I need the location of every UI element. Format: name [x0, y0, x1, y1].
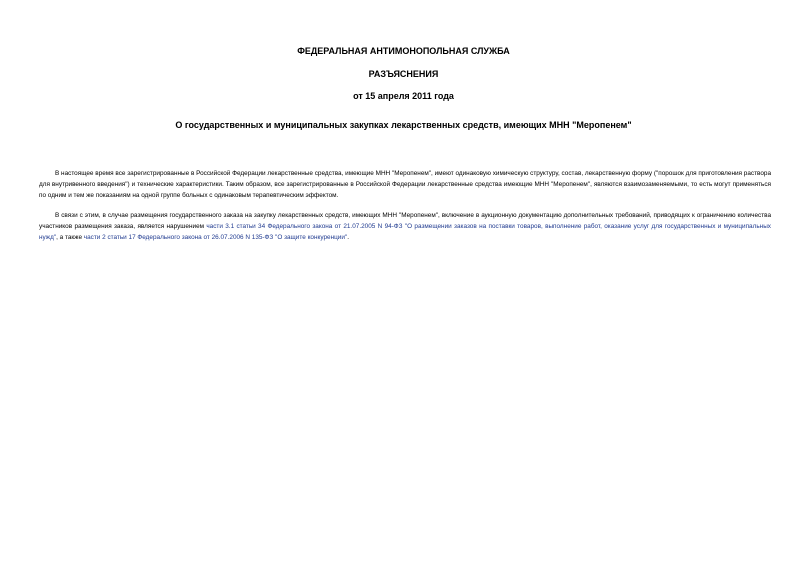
paragraph-2: [39, 211, 771, 244]
paragraph-2-text-1: В связи с этим, в случае размещения государственного заказа на закупку лекарственных средств, имеющих МНН "Меропенем", включение в аукционную документацию дополнительных требований, приводящих к ограничению количества участников размещения заказа, является нарушением: [39, 212, 771, 230]
paragraph-2-text-3: .: [347, 233, 349, 241]
paragraph-1-text: В настоящее время все зарегистрированные в Российской Федерации лекарственные средства, имеющие МНН "Меропенем", имеют одинаковую химическую структуру, состав, лекарственную форму ("порошок для приготовления раствора для внутривенного введения") и технические характеристики. Таким образом, все зарегистрированные в Российской Федерации лекарственные средства имеющие МНН "Меропенем", являются взаимозаменяемыми, то есть могут применяться по одним и тем же показаниям на одной группе больных с одинаковым терапевтическим эффектом.: [39, 170, 771, 199]
paragraph-1: [39, 169, 771, 202]
document-type: РАЗЪЯСНЕНИЯ: [368, 69, 439, 79]
agency-name: ФЕДЕРАЛЬНАЯ АНТИМОНОПОЛЬНАЯ СЛУЖБА: [297, 46, 510, 56]
document-title: О государственных и муниципальных закупках лекарственных средств, имеющих МНН "Меропенем": [175, 120, 632, 130]
paragraph-2-text-2: , а также: [56, 233, 84, 241]
law-135-fz-link[interactable]: части 2 статьи 17 Федерального закона от 26.07.2006 N 135-ФЗ "О защите конкуренции": [83, 233, 348, 241]
law-94-fz-link[interactable]: части 3.1 статьи 34 Федерального закона от 21.07.2005 N 94-ФЗ "О размещении заказов на поставки товаров, выполнение работ, оказание услуг для государственных и муниципальных нужд": [39, 222, 771, 241]
document-date: от 15 апреля 2011 года: [353, 91, 454, 101]
